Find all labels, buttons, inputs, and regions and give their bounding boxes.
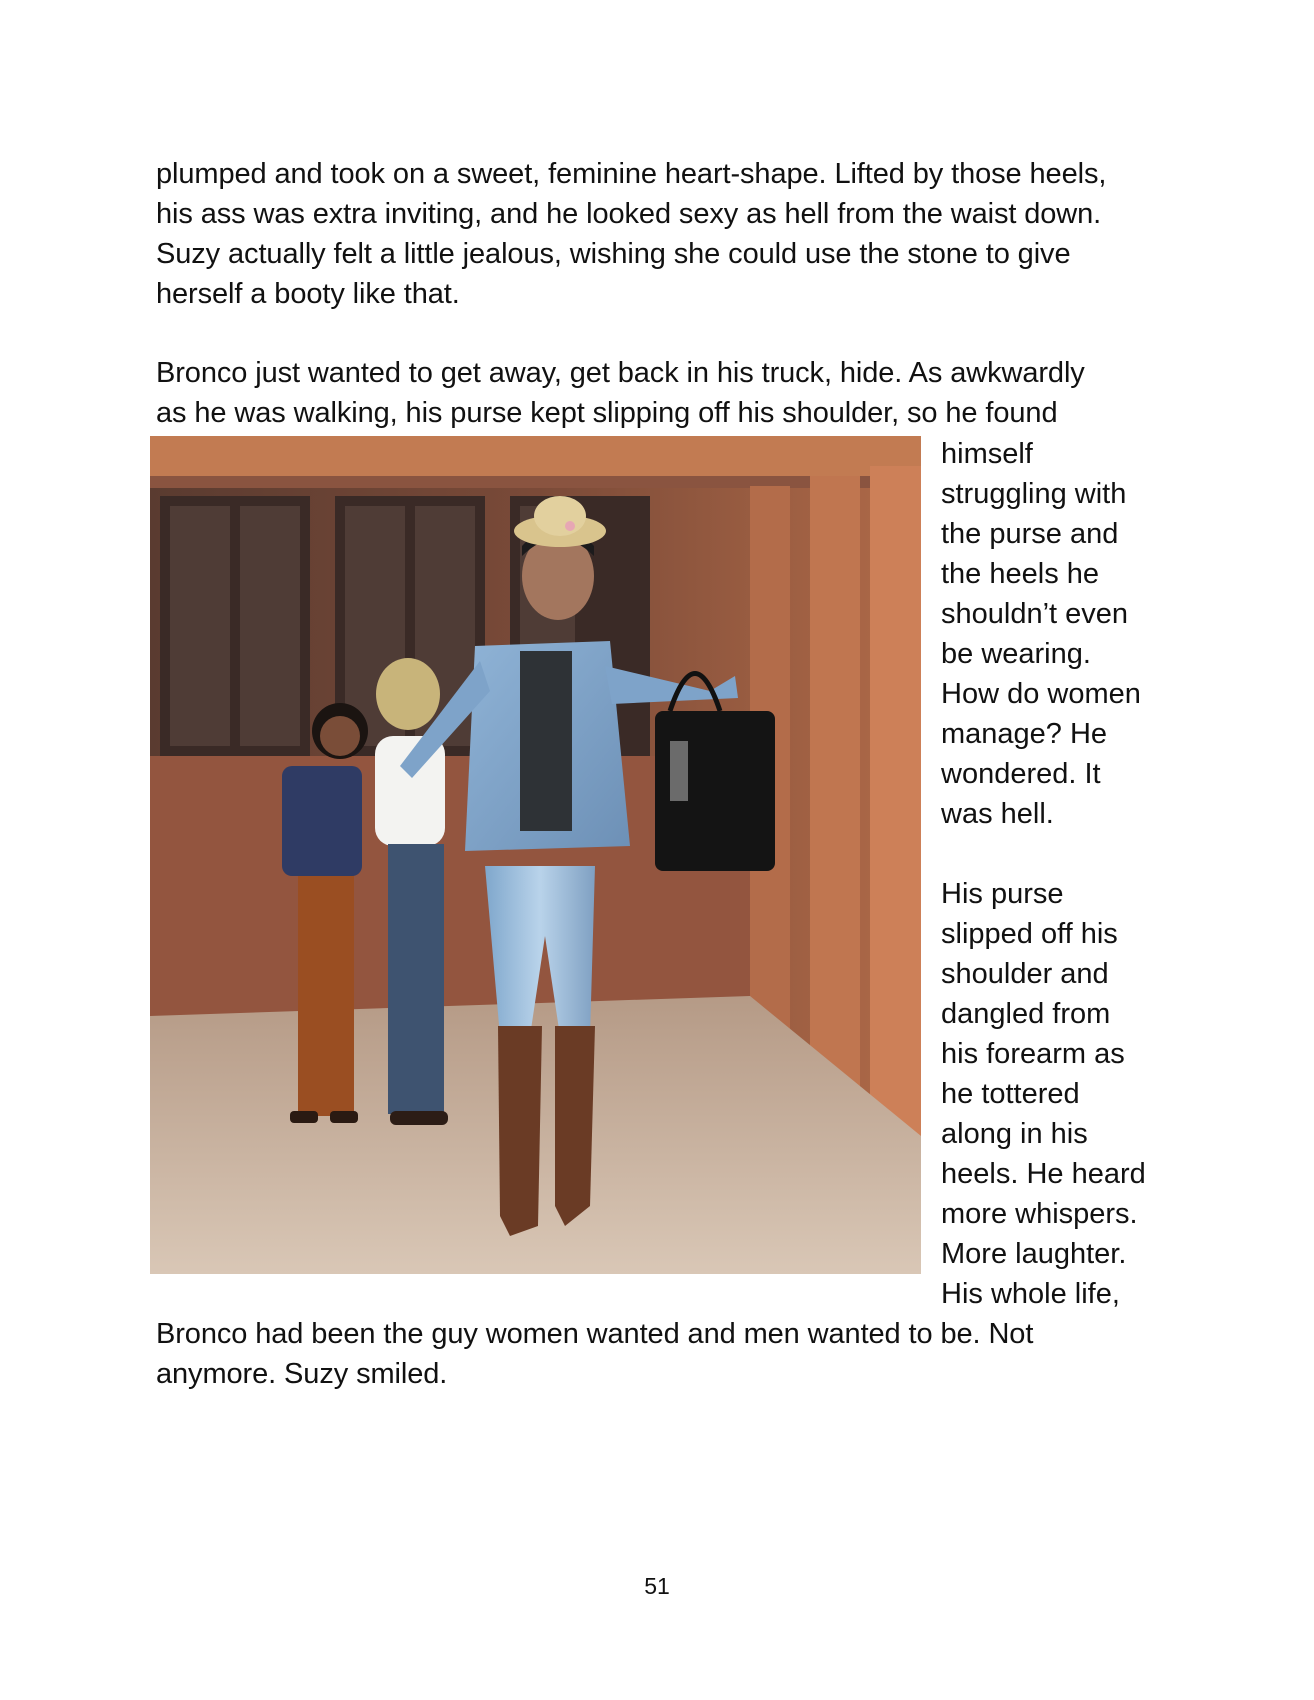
side-text-line: shouldn’t even <box>941 598 1129 630</box>
side-text-line: himself <box>941 438 1033 470</box>
side-text-line: the purse and <box>941 518 1119 550</box>
side-text-line: his forearm as <box>941 1038 1125 1070</box>
side-text-line: the heels he <box>941 558 1100 590</box>
body-text-line: Bronco just wanted to get away, get back in his truck, hide. As awkwardly <box>156 357 1085 389</box>
side-text-line: How do women <box>941 678 1141 710</box>
body-text-line: herself a booty like that. <box>156 278 460 310</box>
side-text-line: heels. He heard <box>941 1158 1146 1190</box>
side-text-line: struggling with <box>941 478 1127 510</box>
body-text-line: Suzy actually felt a little jealous, wishing she could use the stone to give <box>156 238 1071 270</box>
story-illustration <box>150 436 921 1274</box>
side-text-line: slipped off his <box>941 918 1118 950</box>
side-text-line: More laughter. <box>941 1238 1127 1270</box>
side-text-line: more whispers. <box>941 1198 1138 1230</box>
body-text-line: anymore. Suzy smiled. <box>156 1358 448 1390</box>
body-text-line: Bronco had been the guy women wanted and men wanted to be. Not <box>156 1318 1034 1350</box>
side-text-line: he tottered <box>941 1078 1080 1110</box>
body-text-line: his ass was extra inviting, and he looked sexy as hell from the waist down. <box>156 198 1102 230</box>
side-text-line: be wearing. <box>941 638 1091 670</box>
side-text-line: was hell. <box>941 798 1054 830</box>
side-text-line: His purse <box>941 878 1064 910</box>
side-text-line: wondered. It <box>941 758 1101 790</box>
side-text-line: along in his <box>941 1118 1088 1150</box>
side-text-line: His whole life, <box>941 1278 1120 1310</box>
side-text-line: manage? He <box>941 718 1108 750</box>
body-text-line: plumped and took on a sweet, feminine heart-shape. Lifted by those heels, <box>156 158 1107 190</box>
body-text-line: as he was walking, his purse kept slipping off his shoulder, so he found <box>156 397 1058 429</box>
side-text-line: shoulder and <box>941 958 1109 990</box>
page-number: 51 <box>644 1573 670 1599</box>
side-text-line: dangled from <box>941 998 1111 1030</box>
